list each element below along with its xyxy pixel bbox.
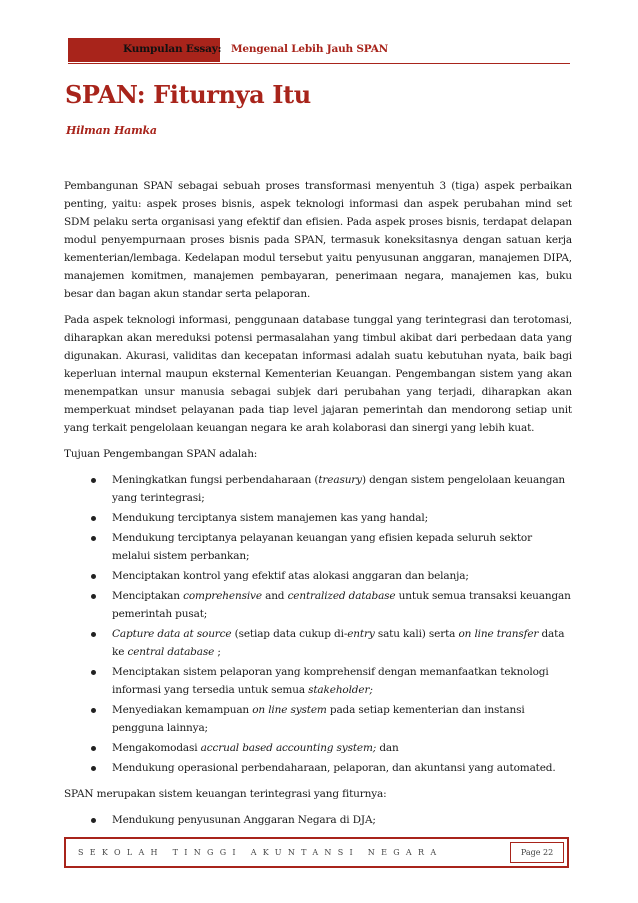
fitur-list [64,811,572,829]
list-item: Menciptakan comprehensive and centralized database untuk semua transaksi keuangan pemerintah pusat; [112,587,572,623]
author-name: Hilman Hamka [66,124,157,137]
header-book-title: Mengenal Lebih Jauh SPAN [231,43,389,55]
list-item: Menciptakan sistem pelaporan yang komprehensif dengan memanfaatkan teknologi informasi yang tersedia untuk semua stakeholder; [112,663,572,699]
list-item: Capture data at source (setiap data cukup di-entry satu kali) serta on line transfer data ke central database ; [112,625,572,661]
page-footer [64,837,569,868]
list-item: Menciptakan kontrol yang efektif atas alokasi anggaran dan belanja; [112,567,572,585]
paragraph-teknologi-informasi: Pada aspek teknologi informasi, penggunaan database tunggal yang terintegrasi dan terotomasi, diharapkan akan mereduksi potensi permasalahan yang timbul akibat dari perbedaan data yang digunakan. Akurasi, validitas dan kecepatan informasi adalah suatu kebutuhan nyata, baik bagi keperluan internal maupun eksternal Kementerian Keuangan. Pengembangan sistem yang akan menempatkan unsur manusia sebagai subjek dari perubahan yang terjadi, diharapkan akan memperkuat mindset pelayanan pada tiap level jajaran pemerintah dan mendorong setiap unit yang terkait pengelolaan keuangan negara ke arah kolaborasi dan sinergi yang lebih kuat. [64,314,572,434]
list-item: Meningkatkan fungsi perbendaharaan (treasury) dengan sistem pengelolaan keuangan yang terintegrasi; [112,471,572,507]
tujuan-list [64,471,572,777]
paragraph-proses-bisnis: Pembangunan SPAN sebagai sebuah proses transformasi menyentuh 3 (tiga) aspek perbaikan penting, yaitu: aspek proses bisnis, aspek teknologi informasi dan aspek perubahan mind set SDM pelaku serta organisasi yang efektif dan efisien. Pada aspek proses bisnis, terdapat delapan modul penyempurnaan proses bisnis pada SPAN, termasuk koneksitasnya dengan satuan kerja kementerian/lembaga. Kedelapan modul tersebut yaitu penyusunan anggaran, manajemen DIPA, manajemen komitmen, manajemen pembayaran, penerimaan negara, manajemen kas, buku besar dan bagan akun standar serta pelaporan. [64,180,572,300]
list-item: Mendukung terciptanya pelayanan keuangan yang efisien kepada seluruh sektor melalui sistem perbankan; [112,529,572,565]
page-title: SPAN: Fiturnya Itu [65,80,311,109]
list-item: Mendukung operasional perbendaharaan, pelaporan, dan akuntansi yang automated. [112,759,572,777]
header-collection-title: Kumpulan Essay: [123,43,222,55]
list-item: Mengakomodasi accrual based accounting system; dan [112,739,572,757]
tujuan-intro: Tujuan Pengembangan SPAN adalah: [64,448,258,460]
list-item: Mendukung penyusunan Anggaran Negara di DJA; [112,811,572,829]
footer-institution: SEKOLAH TINGGI AKUNTANSI NEGARA [78,848,443,857]
essay-body [64,177,572,837]
fitur-intro: SPAN merupakan sistem keuangan terintegrasi yang fiturnya: [64,788,387,800]
list-item: Menyediakan kemampuan on line system pada setiap kementerian dan instansi pengguna lainnya; [112,701,572,737]
page-header [68,38,570,64]
list-item: Mendukung terciptanya sistem manajemen kas yang handal; [112,509,572,527]
header-rule [68,63,570,64]
page-number: Page 22 [510,842,564,863]
